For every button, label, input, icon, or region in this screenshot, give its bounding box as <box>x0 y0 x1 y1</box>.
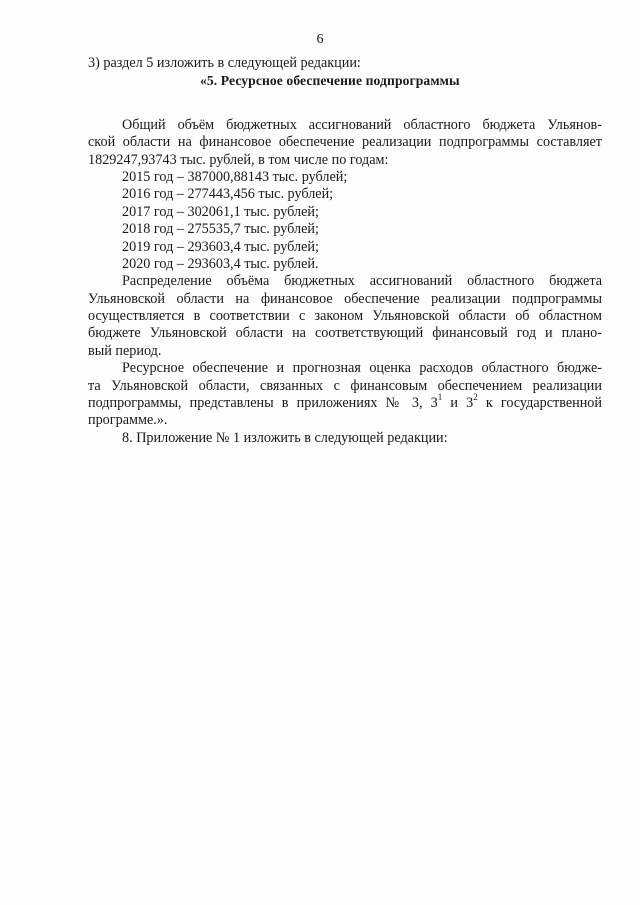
superscript-2: 2 <box>473 392 478 403</box>
year-line-2020: 2020 год – 293603,4 тыс. рублей. <box>122 255 319 272</box>
paragraph2-line4: бюджете Ульяновской области на соответствующий финансовый год и плано- <box>88 325 602 342</box>
paragraph3-line4: программе.». <box>88 412 168 429</box>
paragraph2-line5: вый период. <box>88 342 162 359</box>
paragraph3-line3-part-a: подпрограммы, представлены в приложениях № 3, 3 <box>88 395 438 412</box>
paragraph1-line3: 1829247,93743 тыс. рублей, в том числе по годам: <box>88 151 389 168</box>
year-line-2019: 2019 год – 293603,4 тыс. рублей; <box>122 238 319 255</box>
page-number: 6 <box>316 32 324 47</box>
section-heading: «5. Ресурсное обеспечение подпрограммы <box>200 73 460 89</box>
year-line-2017: 2017 год – 302061,1 тыс. рублей; <box>122 203 319 220</box>
document-body <box>88 55 602 447</box>
section3-intro: 3) раздел 5 изложить в следующей редакции: <box>88 55 361 71</box>
section8-text: 8. Приложение № 1 изложить в следующей редакции: <box>122 429 448 446</box>
paragraph3-line3-part-c: к государственной <box>477 395 602 412</box>
paragraph3-line1: Ресурсное обеспечение и прогнозная оценка расходов областного бюдже- <box>122 360 602 377</box>
superscript-1: 1 <box>437 392 443 403</box>
paragraph1-line1: Общий объём бюджетных ассигнований областного бюджета Ульянов- <box>122 116 602 133</box>
paragraph2-line3: осуществляется в соответствии с законом Ульяновской области об областном <box>88 308 602 325</box>
paragraph2-line2: Ульяновской области на финансовое обеспечение реализации подпрограммы <box>88 290 602 307</box>
paragraph1-line2: ской области на финансовое обеспечение реализации подпрограммы составляет <box>88 134 602 151</box>
paragraph3-line2: та Ульяновской области, связанных с финансовым обеспечением реализации <box>88 377 602 394</box>
paragraph3-line3 <box>88 392 602 412</box>
paragraph3-line3-part-b: и 3 <box>442 395 474 412</box>
year-line-2015: 2015 год – 387000,88143 тыс. рублей; <box>122 168 348 185</box>
paragraph2-line1: Распределение объёма бюджетных ассигнований областного бюджета <box>122 273 602 290</box>
year-line-2016: 2016 год – 277443,456 тыс. рублей; <box>122 186 334 203</box>
year-line-2018: 2018 год – 275535,7 тыс. рублей; <box>122 221 319 238</box>
